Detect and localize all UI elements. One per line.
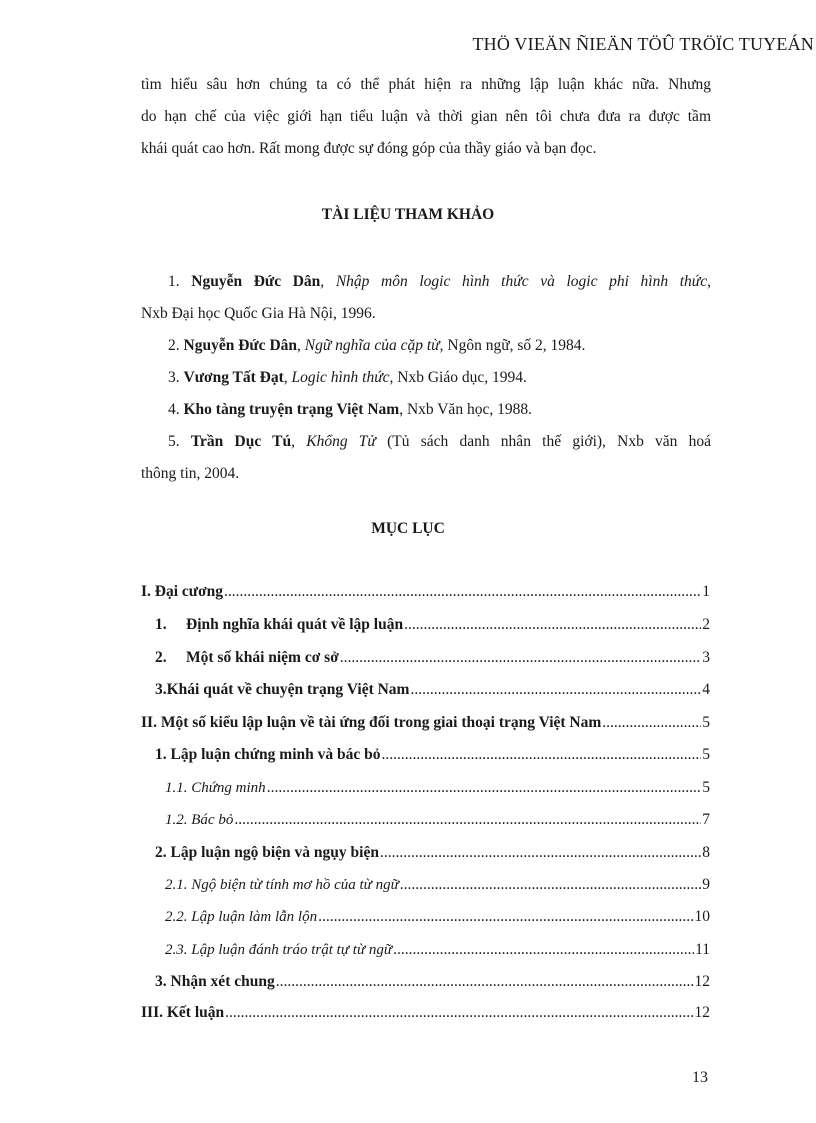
toc-entry-title: 2. Lập luận ngộ biện và ngụy biện (155, 844, 379, 861)
toc-entry-page: 12 (694, 973, 710, 990)
reference-author: Vương Tất Đạt (183, 369, 284, 386)
reference-sep: , (283, 369, 292, 386)
toc-leader-dots (267, 779, 702, 797)
reference-details: (Tủ sách danh nhân thế giới), Nxb văn hoá (375, 433, 712, 450)
toc-entry-number: 2. (155, 649, 167, 666)
reference-sep: , (291, 433, 307, 450)
toc-entry-title: 3.Khái quát về chuyện trạng Việt Nam (155, 681, 410, 698)
reference-details: , Ngôn ngữ, số 2, 1984. (439, 337, 586, 354)
toc-entry-title: 2.1. Ngộ biện từ tính mơ hồ của từ ngữ (165, 877, 399, 893)
reference-item-5 (141, 426, 711, 490)
toc-entry[interactable] (141, 645, 710, 667)
toc-entry-page: 1 (702, 583, 710, 600)
reference-item-3 (141, 362, 711, 394)
toc-entry-title: 2.2. Lập luận làm lẫn lộn (165, 909, 318, 925)
reference-continuation: Nxb Đại học Quốc Gia Hà Nội, 1996. (141, 305, 376, 322)
toc-leader-dots (602, 714, 701, 732)
toc-entry-title: 3. Nhận xét chung (155, 973, 275, 990)
intro-paragraph (141, 69, 711, 165)
toc-entry-page: 10 (694, 908, 710, 925)
toc-leader-dots (380, 844, 701, 862)
toc-leader-dots (224, 583, 701, 601)
toc-entry-title: 1.1. Chứng minh (165, 780, 266, 796)
toc-entry-title: III. Kết luận (141, 1004, 225, 1021)
toc-leader-dots (276, 973, 694, 991)
toc-entry[interactable] (141, 612, 710, 634)
toc-entry-page: 5 (702, 746, 710, 763)
page-number: 13 (692, 1069, 708, 1086)
toc-entry[interactable] (141, 872, 710, 894)
reference-title: Nhập môn logic hình thức và logic phi hình thức (335, 273, 708, 290)
toc-leader-dots (340, 649, 701, 667)
reference-author: Kho tàng truyện trạng Việt Nam (183, 401, 400, 418)
reference-number: 4. (168, 401, 180, 418)
reference-details: , (707, 273, 711, 290)
toc-entry-page: 5 (702, 714, 710, 731)
reference-number: 2. (168, 337, 180, 354)
reference-sep: , (320, 273, 336, 290)
toc-entry[interactable] (141, 937, 710, 959)
toc-leader-dots (393, 941, 694, 959)
toc-leader-dots (410, 681, 701, 699)
reference-title: Ngữ nghĩa của cặp từ (304, 337, 440, 354)
toc-entry-number: 1. (155, 616, 167, 633)
toc-entry[interactable] (141, 1000, 710, 1022)
toc-entry[interactable] (141, 742, 710, 764)
references-heading: TÀI LIỆU THAM KHẢO (321, 206, 495, 223)
toc-entry-title: 1. Lập luận chứng minh và bác bỏ (155, 746, 381, 763)
reference-details: , Nxb Văn học, 1988. (399, 401, 532, 418)
toc-entry-page: 9 (702, 876, 710, 893)
reference-title: Khổng Tử (306, 433, 376, 450)
toc-entry[interactable] (141, 904, 710, 926)
toc-entry-title: II. Một số kiểu lập luận về tài ứng đối trong giai thoại trạng Việt Nam (141, 714, 602, 731)
reference-title: Logic hình thức (291, 369, 390, 386)
toc-entry-page: 11 (695, 941, 710, 958)
toc-entry[interactable] (141, 579, 710, 601)
toc-entry-page: 12 (694, 1004, 710, 1021)
reference-number: 1. (168, 273, 180, 290)
toc-leader-dots (400, 876, 701, 894)
toc-entry-title: I. Đại cương (141, 583, 224, 600)
intro-line-2: do hạn chế của việc giới hạn tiểu luận và thời gian nên tôi chưa đưa ra được tầm (141, 108, 711, 125)
toc-entry[interactable] (141, 840, 710, 862)
page-header: THÖ VIEÄN ÑIEÄN TÖÛ TRÖÏC TUYEÁN (472, 34, 814, 54)
toc-entry[interactable] (141, 807, 710, 829)
toc-leader-dots (225, 1004, 693, 1022)
toc-leader-dots (318, 908, 693, 926)
toc-entry[interactable] (141, 710, 710, 732)
reference-number: 3. (168, 369, 180, 386)
toc-leader-dots (404, 616, 701, 634)
toc-entry-title: Định nghĩa khái quát về lập luận (186, 616, 404, 633)
toc-entry-page: 7 (702, 811, 710, 828)
toc-leader-dots (234, 811, 701, 829)
toc-entry-page: 8 (702, 844, 710, 861)
toc-entry[interactable] (141, 775, 710, 797)
toc-heading: MỤC LỤC (371, 520, 445, 537)
toc-leader-dots (382, 746, 702, 764)
toc-entry-page: 5 (702, 779, 710, 796)
toc-entry[interactable] (141, 677, 710, 699)
reference-author: Nguyễn Đức Dân (191, 273, 321, 290)
toc-entry-page: 3 (702, 649, 710, 666)
intro-line-1: tìm hiểu sâu hơn chúng ta có thể phát hiện ra những lập luận khác nữa. Nhưng (141, 76, 711, 93)
reference-item-4 (141, 394, 711, 426)
reference-number: 5. (168, 433, 180, 450)
reference-item-1 (141, 266, 711, 330)
toc-entry-page: 4 (702, 681, 710, 698)
intro-line-3: khái quát cao hơn. Rất mong được sự đóng góp của thầy giáo và bạn đọc. (141, 140, 597, 157)
reference-author: Trần Dục Tú (190, 433, 292, 450)
toc-entry[interactable] (141, 969, 710, 991)
reference-item-2 (141, 330, 711, 362)
toc-entry-page: 2 (702, 616, 710, 633)
reference-sep: , (297, 337, 305, 354)
toc-entry-title: Một số khái niệm cơ sở (186, 649, 339, 666)
reference-details: , Nxb Giáo dục, 1994. (389, 369, 527, 386)
toc-entry-title: 1.2. Bác bỏ (165, 812, 234, 828)
toc-entry-title: 2.3. Lập luận đánh tráo trật tự từ ngữ (165, 942, 393, 958)
reference-continuation: thông tin, 2004. (141, 465, 240, 482)
reference-author: Nguyễn Đức Dân (183, 337, 298, 354)
